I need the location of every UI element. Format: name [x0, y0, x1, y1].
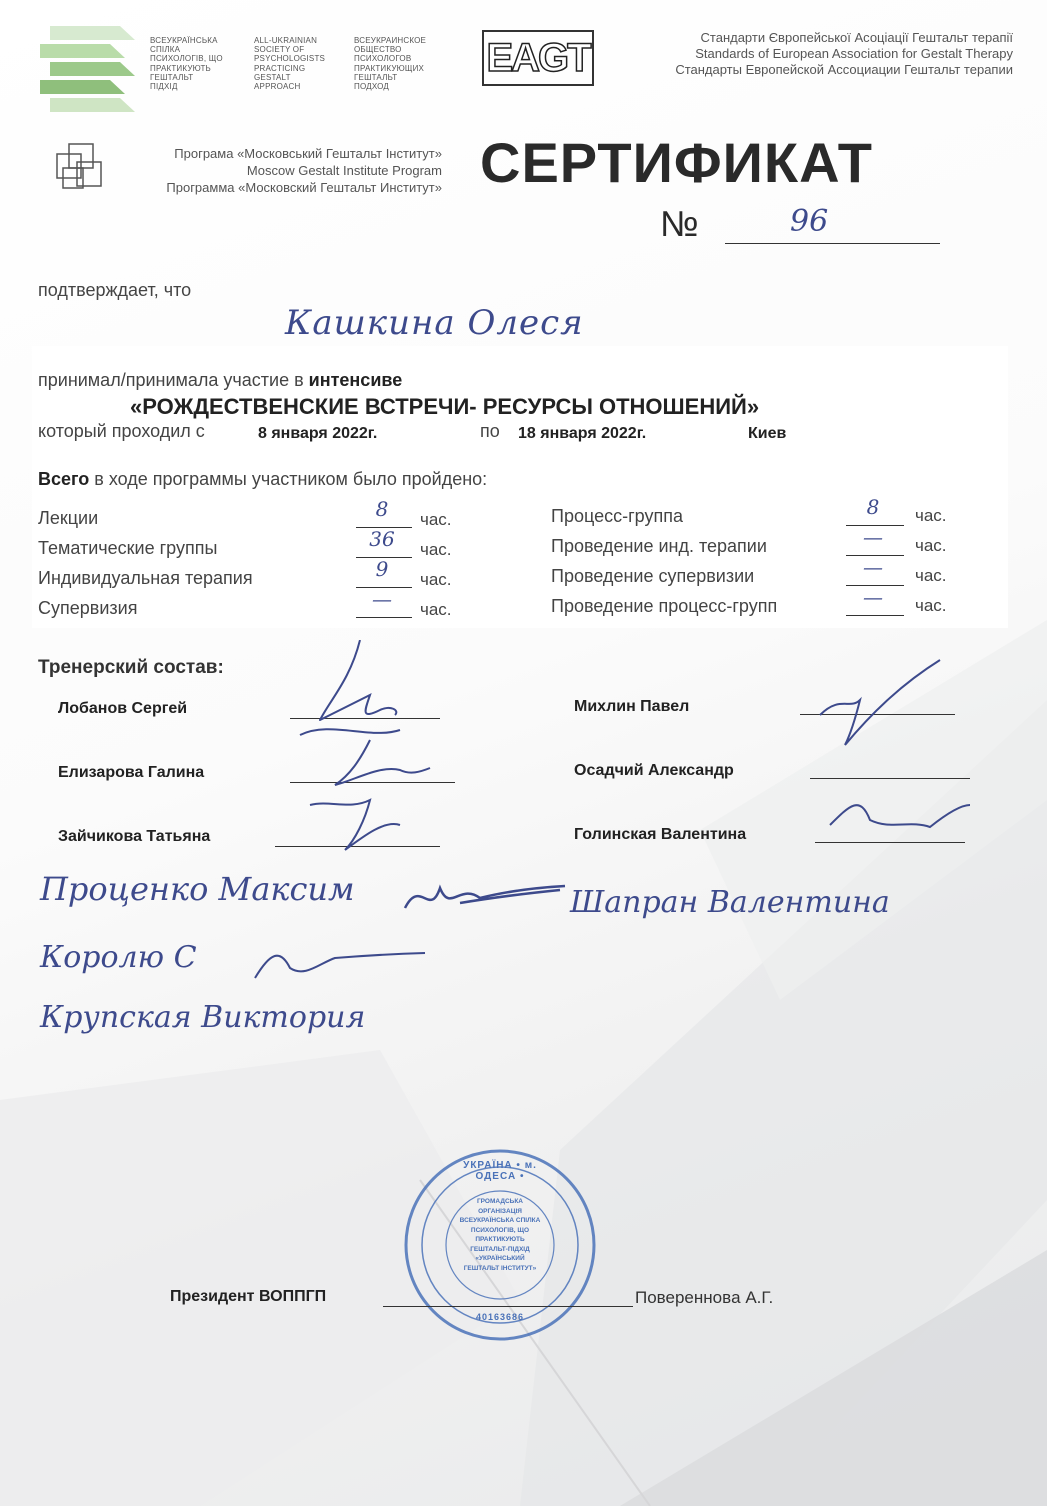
total-text: Всего в ходе программы участником было пройдено:: [38, 469, 488, 489]
date-from: 8 января 2022г.: [258, 425, 378, 442]
hours-value-conducting-process-groups: —: [863, 585, 883, 609]
certificate-number: 96: [790, 204, 829, 239]
number-label: №: [660, 203, 699, 244]
hours-line: [846, 615, 904, 616]
hours-line: [846, 525, 904, 526]
date-to: 18 января 2022г.: [518, 425, 647, 442]
hours-unit: час.: [420, 600, 452, 619]
hours-unit: час.: [915, 566, 947, 585]
eagt-logo: EAGT: [482, 30, 594, 86]
signature-scribble: [400, 868, 570, 928]
hours-line: [356, 617, 412, 618]
trainer-signatures-left: [260, 640, 480, 860]
certificate-title: СЕРТИФИКАТ: [480, 131, 873, 194]
hours-unit: час.: [420, 540, 452, 559]
trainer-signatures-right: [800, 655, 990, 855]
association-name-ua: ВСЕУКРАЇНСЬКА СПІЛКА ПСИХОЛОГІВ, ЩО ПРАКТИКУЮТЬ ГЕШТАЛЬТ ПІДХІД: [150, 36, 223, 92]
program-logo: [55, 142, 105, 192]
stamp-inner-text: ГРОМАДСЬКА ОРГАНІЗАЦІЯ ВСЕУКРАЇНСЬКА СПІЛКА ПСИХОЛОГІВ, ЩО ПРАКТИКУЮТЬ ГЕШТАЛЬТ-ПІДХІД «УКРАЇНСЬКИЙ ГЕШТАЛЬТ ІНСТИТУТ»: [459, 1198, 541, 1272]
program-text: Програма «Московський Гештальт Інститут» Moscow Gestalt Institute Program Программа «Московский Гештальт Институт»: [166, 146, 442, 195]
hours-value-individual-therapy: 9: [375, 557, 389, 581]
standards-text: Стандарти Європейської Асоціації Гештальт терапії Standards of European Association for Gestalt Therapy Стандарты Европейской Ассоциации Гештальт терапии: [675, 30, 1013, 77]
trainers-heading: Тренерский состав:: [38, 657, 224, 678]
hours-label-thematic-groups: Тематические группы: [38, 538, 218, 558]
handwritten-trainer-1: Проценко Максим: [40, 870, 355, 908]
president-signature-line: [383, 1306, 633, 1307]
stamp-outer-text: УКРАЇНА • м. ОДЕСА •: [463, 1160, 537, 1182]
president-name: Поверенновa А.Г.: [635, 1288, 774, 1307]
hours-label-process-group: Процесс-группа: [551, 506, 683, 526]
handwritten-trainer-2: Шапран Валентина: [570, 885, 890, 920]
trainer-name: Зайчикова Татьяна: [58, 828, 211, 845]
hours-value-supervision: —: [372, 587, 392, 611]
held-from-text: который проходил с: [38, 421, 205, 441]
hours-label-individual-therapy: Индивидуальная терапия: [38, 568, 253, 588]
trainer-name: Осадчий Александр: [574, 762, 734, 779]
hours-unit: час.: [420, 510, 452, 529]
trainer-name: Голинская Валентина: [574, 826, 747, 843]
association-logo: [40, 18, 140, 118]
president-label: Президент ВОППГП: [170, 1288, 327, 1305]
association-name-en: ALL-UKRAINIAN SOCIETY OF PSYCHOLOGISTS PRACTICING GESTALT APPROACH: [254, 36, 326, 92]
event-title: «РОЖДЕСТВЕНСКИЕ ВСТРЕЧИ- РЕСУРСЫ ОТНОШЕНИЙ»: [130, 394, 760, 419]
signature-scribble: [250, 938, 430, 988]
handwritten-trainer-4: Крупская Виктория: [40, 1000, 366, 1035]
participated-text: принимал/принимала участие в интенсиве: [38, 370, 403, 390]
hours-value-process-group: 8: [866, 495, 880, 519]
association-name-ru: ВСЕУКРАИНСКОЕ ОБЩЕСТВО ПСИХОЛОГОВ ПРАКТИКУЮЩИХ ГЕШТАЛЬТ ПОДХОД: [354, 36, 427, 92]
hours-line: [846, 585, 904, 586]
hours-value-lectures: 8: [375, 497, 389, 521]
hours-line: [846, 555, 904, 556]
stamp-code: 40163686: [475, 1312, 525, 1322]
hours-unit: час.: [915, 596, 947, 615]
hours-unit: час.: [915, 506, 947, 525]
hours-label-supervision: Супервизия: [38, 598, 138, 618]
hours-value-conducting-therapy: —: [863, 525, 883, 549]
number-underline: [725, 243, 940, 244]
hours-label-conducting-process-groups: Проведение процесс-групп: [551, 596, 778, 616]
hours-unit: час.: [420, 570, 452, 589]
city: Киев: [748, 425, 787, 442]
hours-line: [356, 557, 412, 558]
hours-value-thematic-groups: 36: [369, 527, 395, 551]
hours-label-conducting-therapy: Проведение инд. терапии: [551, 536, 767, 556]
hours-value-conducting-supervision: —: [863, 555, 883, 579]
hours-line: [356, 587, 412, 588]
hours-label-conducting-supervision: Проведение супервизии: [551, 566, 755, 586]
trainer-name: Лобанов Сергей: [58, 700, 188, 717]
held-to-text: по: [480, 421, 500, 441]
hours-label-lectures: Лекции: [38, 508, 99, 528]
confirms-text: подтверждает, что: [38, 280, 192, 300]
trainer-name: Елизарова Галина: [58, 764, 205, 781]
participant-name: Кашкина Олеся: [285, 303, 584, 343]
trainer-name: Михлин Павел: [574, 698, 690, 715]
handwritten-trainer-3: Королю С: [40, 940, 197, 975]
hours-line: [356, 527, 412, 528]
hours-unit: час.: [915, 536, 947, 555]
